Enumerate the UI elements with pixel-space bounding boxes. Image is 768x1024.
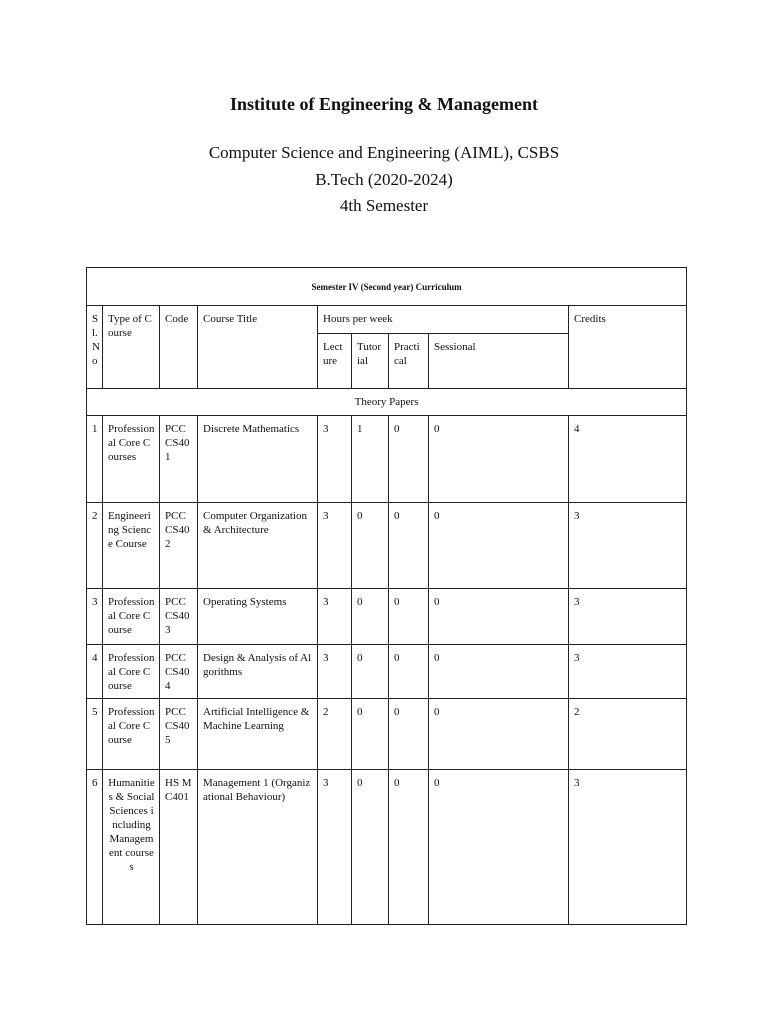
header-type: Type of Course xyxy=(103,306,160,389)
row-sessional: 0 xyxy=(429,645,569,699)
department-name: Computer Science and Engineering (AIML), CSBS xyxy=(208,143,560,162)
row-title: Discrete Mathematics xyxy=(198,416,318,503)
row-title: Management 1 (Organizational Behaviour) xyxy=(198,770,318,925)
row-sl: 2 xyxy=(87,503,103,589)
row-lecture: 3 xyxy=(318,770,352,925)
row-tutorial: 0 xyxy=(352,770,389,925)
row-practical: 0 xyxy=(389,416,429,503)
institute-name: Institute of Engineering & Management xyxy=(230,94,538,114)
row-type: Engineering Science Course xyxy=(103,503,160,589)
row-type: Professional Core Course xyxy=(103,645,160,699)
row-lecture: 2 xyxy=(318,699,352,770)
row-type: Professional Core Course xyxy=(103,589,160,645)
header-practical: Practical xyxy=(389,334,429,389)
header-lecture: Lecture xyxy=(318,334,352,389)
row-code: PCC CS401 xyxy=(160,416,198,503)
row-sl: 3 xyxy=(87,589,103,645)
section-theory-papers: Theory Papers xyxy=(87,389,687,416)
row-type: Professional Core Courses xyxy=(103,416,160,503)
row-lecture: 3 xyxy=(318,645,352,699)
row-sessional: 0 xyxy=(429,589,569,645)
table-row xyxy=(87,645,687,699)
table-row xyxy=(87,699,687,770)
table-title: Semester IV (Second year) Curriculum xyxy=(87,268,687,306)
header-tutorial: Tutorial xyxy=(352,334,389,389)
row-type: Professional Core Course xyxy=(103,699,160,770)
row-title: Computer Organization & Architecture xyxy=(198,503,318,589)
row-credits: 3 xyxy=(569,589,687,645)
table-row xyxy=(87,416,687,503)
header-credits: Credits xyxy=(569,306,687,389)
row-title: Operating Systems xyxy=(198,589,318,645)
semester-label: 4th Semester xyxy=(339,196,429,215)
row-credits: 3 xyxy=(569,503,687,589)
row-code: PCC CS402 xyxy=(160,503,198,589)
row-sl: 1 xyxy=(87,416,103,503)
row-lecture: 3 xyxy=(318,589,352,645)
row-sessional: 0 xyxy=(429,503,569,589)
row-code: PCC CS403 xyxy=(160,589,198,645)
row-title: Artificial Intelligence & Machine Learning xyxy=(198,699,318,770)
row-practical: 0 xyxy=(389,589,429,645)
row-sessional: 0 xyxy=(429,699,569,770)
row-tutorial: 0 xyxy=(352,699,389,770)
header-hours-per-week: Hours per week xyxy=(318,306,569,334)
row-sl: 5 xyxy=(87,699,103,770)
row-code: HS MC401 xyxy=(160,770,198,925)
row-sessional: 0 xyxy=(429,416,569,503)
row-practical: 0 xyxy=(389,770,429,925)
row-sessional: 0 xyxy=(429,770,569,925)
row-tutorial: 1 xyxy=(352,416,389,503)
row-tutorial: 0 xyxy=(352,645,389,699)
row-code: PCC CS404 xyxy=(160,645,198,699)
row-practical: 0 xyxy=(389,645,429,699)
header-sl-no: Sl. No xyxy=(87,306,103,389)
row-code: PCC CS405 xyxy=(160,699,198,770)
row-title: Design & Analysis of Algorithms xyxy=(198,645,318,699)
header-sessional: Sessional xyxy=(429,334,569,389)
table-row xyxy=(87,503,687,589)
row-credits: 4 xyxy=(569,416,687,503)
row-lecture: 3 xyxy=(318,416,352,503)
row-tutorial: 0 xyxy=(352,589,389,645)
row-sl: 4 xyxy=(87,645,103,699)
table-row xyxy=(87,589,687,645)
program-name: B.Tech (2020-2024) xyxy=(315,170,453,189)
row-credits: 3 xyxy=(569,770,687,925)
row-practical: 0 xyxy=(389,699,429,770)
row-lecture: 3 xyxy=(318,503,352,589)
row-practical: 0 xyxy=(389,503,429,589)
header-code: Code xyxy=(160,306,198,389)
header-course-title: Course Title xyxy=(198,306,318,389)
row-tutorial: 0 xyxy=(352,503,389,589)
row-credits: 3 xyxy=(569,645,687,699)
table-row xyxy=(87,770,687,925)
row-sl: 6 xyxy=(87,770,103,925)
row-credits: 2 xyxy=(569,699,687,770)
row-type: Humanities & Social Sciences including Management courses xyxy=(103,770,160,925)
curriculum-table xyxy=(86,267,687,925)
